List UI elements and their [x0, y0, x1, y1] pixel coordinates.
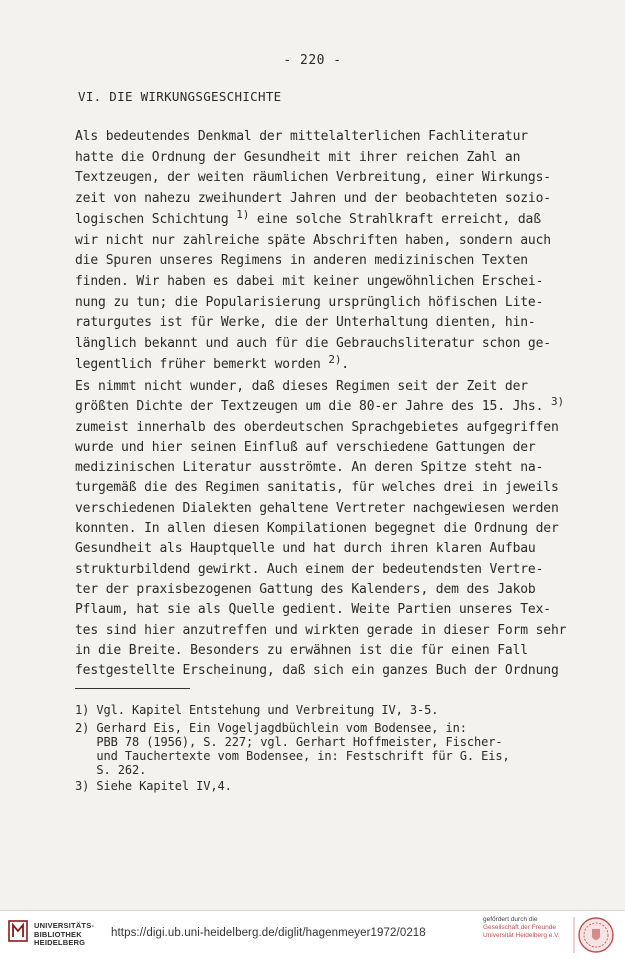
- text-line: logischen Schichtung $^{1)}$ eine solche Strahlkraft erreicht, daß: [75, 207, 541, 227]
- text-line: festgestellte Erscheinung, daß sich ein ganzes Buch der Ordnung: [75, 663, 559, 679]
- text-line: medizinischen Literatur ausströmte. An deren Spitze steht na-: [75, 460, 544, 476]
- text-line: Gesundheit als Hauptquelle und hat durch ihren klaren Aufbau: [75, 541, 536, 557]
- permalink-url[interactable]: https://digi.ub.uni-heidelberg.de/diglit/hagenmeyer1972/0218: [111, 927, 426, 939]
- text-line: konnten. In allen diesen Kompilationen begegnet die Ordnung der: [75, 521, 559, 537]
- text-line: raturgutes ist für Werke, die der Unterhaltung dienten, hin-: [75, 315, 536, 331]
- text-line: Textzeugen, der weiten räumlichen Verbreitung, einer Wirkungs-: [75, 170, 551, 186]
- university-library-logo-icon: [8, 920, 28, 942]
- text-line: länglich bekannt und auch für die Gebrauchsliteratur schon ge-: [75, 336, 551, 352]
- text-line: die Spuren unseres Regimens in anderen medizinischen Texten: [75, 253, 528, 269]
- text-line: turgemäß die des Regimen sanitatis, für welches drei in jeweils: [75, 480, 559, 496]
- text-line: Es nimmt nicht wunder, daß dieses Regimen seit der Zeit der: [75, 379, 528, 394]
- institution-name: UNIVERSITÄTS- BIBLIOTHEK HEIDELBERG: [34, 921, 95, 947]
- footnote-2: 2) Gerhard Eis, Ein Vogeljagdbüchlein vom Bodensee, in: PBB 78 (1956), S. 227; vgl. Gerhart Hoffmeister, Fischer- und Tauchertexte vom Bodensee, in: Festschrift für G. Eis, S. 262.: [75, 721, 510, 777]
- footnote-divider: [75, 688, 190, 689]
- text-line: Als bedeutendes Denkmal der mittelalterlichen Fachliteratur: [75, 129, 528, 144]
- text-line: ter der praxisbezogenen Gattung des Kalenders, dem des Jakob: [75, 581, 536, 597]
- footnote-ref: 3): [550, 395, 564, 409]
- sponsor-note: gefördert durch die Gesellschaft der Freunde Universität Heidelberg e.V.: [483, 916, 560, 939]
- university-seal-icon: [573, 915, 615, 955]
- footnote-ref: 2): [328, 352, 342, 366]
- text-line: strukturbildend gewirkt. Auch einem der bedeutendsten Vertre-: [75, 561, 544, 577]
- text-line: nung zu tun; die Popularisierung ursprünglich höfischen Lite-: [75, 294, 544, 310]
- text-line: in die Breite. Besonders zu erwähnen ist die für einen Fall: [75, 642, 528, 658]
- viewer-footer: [0, 910, 625, 959]
- paragraph-1: [75, 127, 575, 375]
- footnote-ref: 1): [236, 207, 250, 221]
- footnote-1: 1) Vgl. Kapitel Entstehung und Verbreitung IV, 3-5.: [75, 703, 439, 717]
- text-line: legentlich früher bemerkt worden $^{2)}$.: [75, 352, 349, 372]
- text-line: finden. Wir haben es dabei mit keiner ungewöhnlichen Erschei-: [75, 273, 544, 289]
- page-number: - 220 -: [283, 53, 342, 68]
- text-line: wurde und hier seinen Einfluß auf verschiedene Gattungen der: [75, 439, 536, 455]
- text-line: zumeist innerhalb des oberdeutschen Sprachgebietes aufgegriffen: [75, 419, 559, 435]
- text-line: verschiedenen Dialekten gehaltene Vertreter nachgewiesen werden: [75, 500, 559, 516]
- footnote-3: 3) Siehe Kapitel IV,4.: [75, 779, 232, 793]
- text-line: tes sind hier anzutreffen und wirkten gerade in dieser Form sehr: [75, 622, 567, 638]
- paragraph-2: [75, 377, 575, 681]
- chapter-heading: VI. DIE WIRKUNGSGESCHICHTE: [78, 89, 282, 104]
- text-line: größten Dichte der Textzeugen um die 80-er Jahre des 15. Jhs. $^{3)}$: [75, 395, 564, 415]
- text-line: zeit von nahezu zweihundert Jahren und der beobachteten sozio-: [75, 191, 551, 207]
- text-line: hatte die Ordnung der Gesundheit mit ihrer reichen Zahl an: [75, 149, 521, 165]
- text-line: wir nicht nur zahlreiche späte Abschriften haben, sondern auch: [75, 232, 551, 248]
- text-line: Pflaum, hat sie als Quelle gedient. Weite Partien unseres Tex-: [75, 602, 551, 618]
